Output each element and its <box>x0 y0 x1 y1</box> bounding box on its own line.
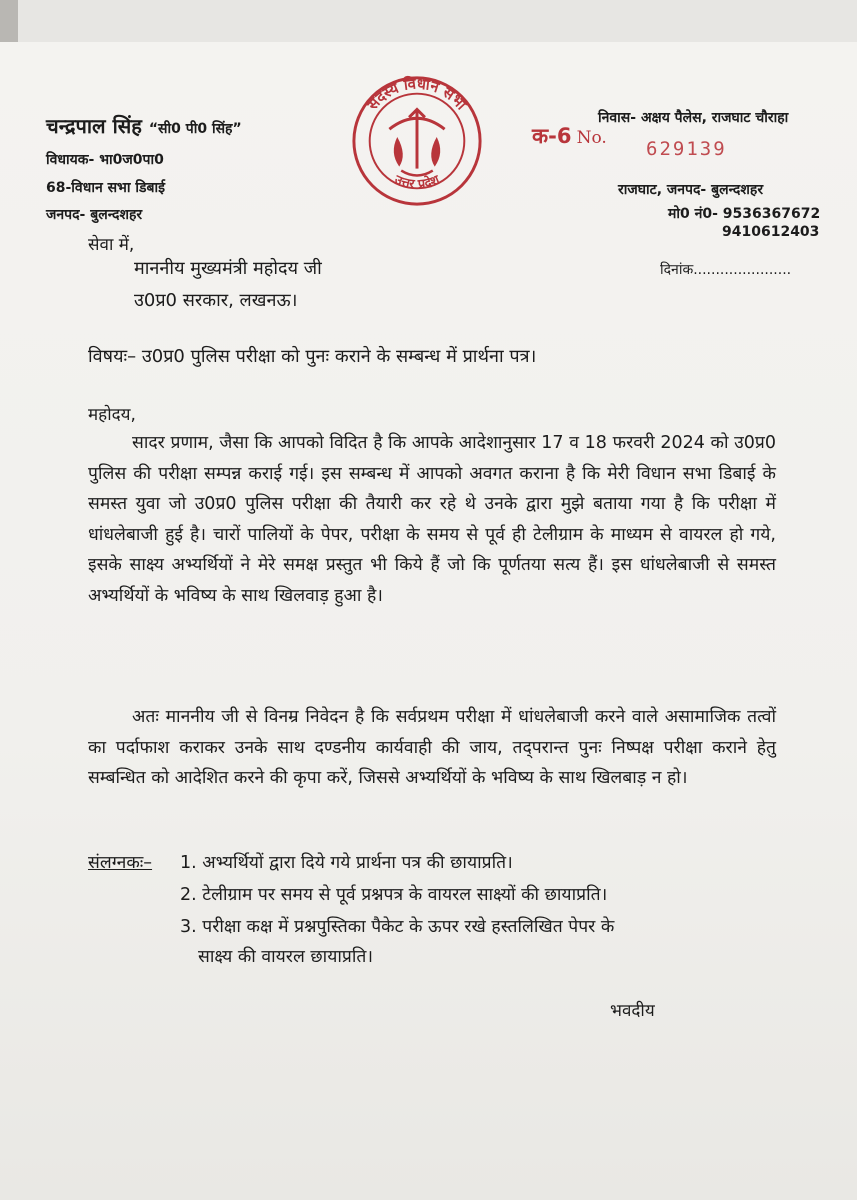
greeting: महोदय, <box>88 405 136 425</box>
sender-mobile-2: 9410612403 <box>722 224 820 240</box>
serial-no-label: No. <box>576 128 607 148</box>
enclosure-label-text: संलग्नकः– <box>88 853 153 873</box>
serial-number: 629139 <box>646 138 727 160</box>
assembly-seal-icon <box>348 72 486 210</box>
paragraph-text: सादर प्रणाम, जैसा कि आपको विदित है कि आपके आदेशानुसार 17 व 18 फरवरी 2024 को उ0प्र0 पुलिस की परीक्षा सम्पन्न कराई गई। इस सम्बन्ध में आपको अवगत कराना है कि मेरी विधान सभा डिबाई के समस्त युवा जो उ0प्र0 पुलिस परीक्षा की तैयारी कर रहे थे उनके द्वारा मुझे बताया गया है कि परीक्षा में धांधलेबाजी हुई है। चारों पालियों के पेपर, परीक्षा के समय से पूर्व ही टेलीग्राम के माध्यम से वायरल हो गये, इसके साक्ष्य अभ्यर्थियों ने मेरे समक्ष प्रस्तुत भी किये हैं जो कि पूर्णतया सत्य हैं। इस धांधलेबाजी से समस्त अभ्यर्थियों के भविष्य के साथ खिलवाड़ हुआ है। <box>88 433 776 606</box>
seal-bottom-text: उत्तर प्रदेश <box>392 172 442 193</box>
subject-line: विषयः– उ0प्र0 पुलिस परीक्षा को पुनः कराने के सम्बन्ध में प्रार्थना पत्र। <box>88 346 537 367</box>
sender-district: जनपद- बुलन्दशहर <box>46 207 143 223</box>
enclosure-item-2: 2. टेलीग्राम पर समय से पूर्व प्रश्नपत्र के वायरल साक्ष्यों की छायाप्रति। <box>180 885 608 905</box>
serial-block <box>532 122 607 150</box>
enclosure-item-1: 1. अभ्यर्थियों द्वारा दिये गये प्रार्थना पत्र की छायाप्रति। <box>180 853 513 873</box>
date-field: दिनांक...................... <box>660 262 792 278</box>
seal-top-text: सदस्य विधान सभा <box>364 75 470 114</box>
sender-constituency: 68-विधान सभा डिबाई <box>46 180 165 196</box>
paragraph-text: अतः माननीय जी से विनम्र निवेदन है कि सर्वप्रथम परीक्षा में धांधलेबाजी करने वाले असामाजिक तत्वों का पर्दाफाश कराकर उनके साथ दण्डनीय कार्यवाही की जाय, तद्परान्त पुनः निष्पक्ष परीक्षा कराने हेतु सम्बन्धित को आदेशित करने की कृपा करें, जिससे अभ्यर्थियों के भविष्य के साथ खिलबाड़ न हो। <box>88 707 776 788</box>
enclosure-item-3: 3. परीक्षा कक्ष में प्रश्नपुस्तिका पैकेट के ऊपर रखे हस्तलिखित पेपर के <box>180 917 615 937</box>
address-salutation: सेवा में, <box>88 235 135 255</box>
recipient-location: उ0प्र0 सरकार, लखनऊ। <box>134 290 298 311</box>
body-paragraph-2 <box>88 702 776 794</box>
sender-nickname: “सी0 पी0 सिंह” <box>148 121 242 137</box>
recipient-name: माननीय मुख्यमंत्री महोदय जी <box>134 258 322 279</box>
serial-label: क-6 <box>532 124 572 148</box>
sender-mobile-1: मो0 नं0- 9536367672 <box>668 206 821 222</box>
sender-residence: निवास- अक्षय पैलेस, राजघाट चौराहा <box>598 110 789 126</box>
closing: भवदीय <box>610 1001 655 1021</box>
sender-name: चन्द्रपाल सिंह <box>46 114 142 138</box>
letter-page <box>0 42 857 1200</box>
enclosure-label <box>88 848 152 878</box>
body-paragraph-1 <box>88 428 776 611</box>
sender-residence-area: राजघाट, जनपद- बुलन्दशहर <box>618 182 764 198</box>
enclosure-item-3-cont: साक्ष्य की वायरल छायाप्रति। <box>198 947 373 967</box>
sender-designation: विधायक- भा0ज0पा0 <box>46 152 164 168</box>
letterhead-name-line <box>46 112 242 139</box>
